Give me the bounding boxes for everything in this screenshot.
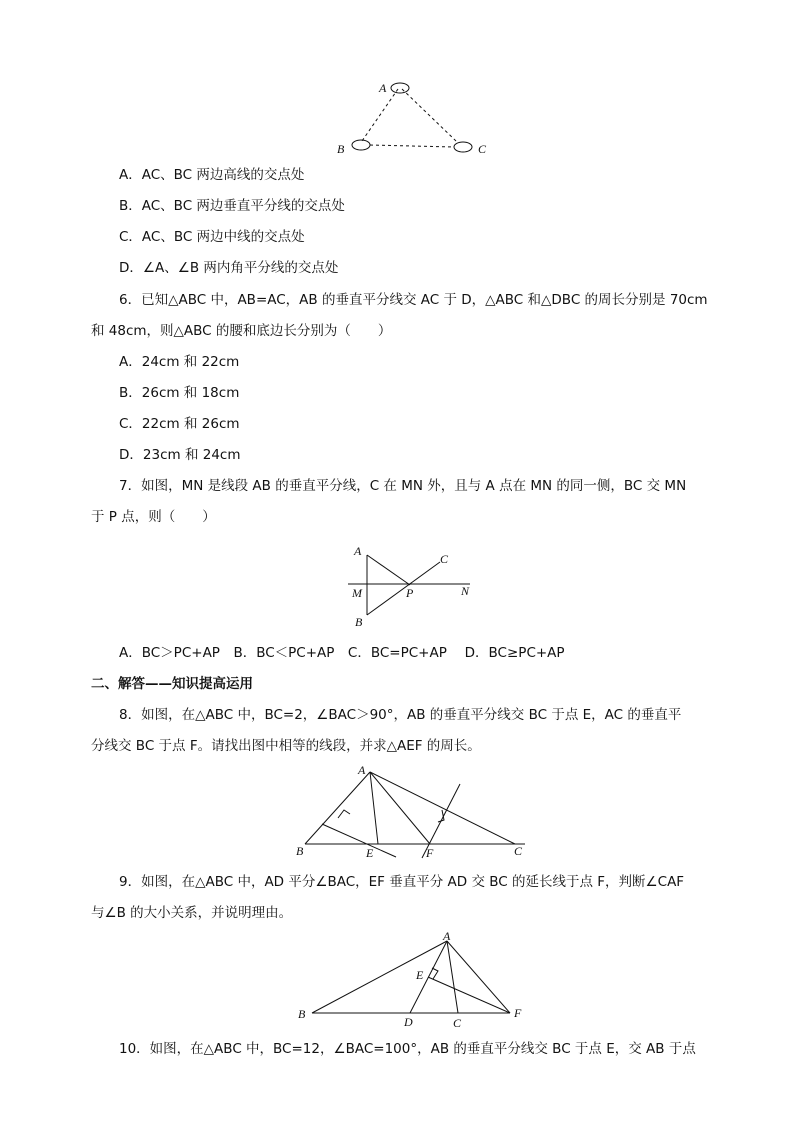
q8-stem-line2: 分线交 BC 于点 F。请找出图中相等的线段，并求△AEF 的周长。 <box>91 738 481 754</box>
figure-triangle-bisectors <box>290 760 530 865</box>
q10-stem-line1: 10．如图，在△ABC 中，BC=12，∠BAC=100°，AB 的垂直平分线交 BC 于点 E，交 AB 于点 <box>119 1041 696 1057</box>
fig4-label-a: A <box>443 929 451 943</box>
q9-stem-line2: 与∠B 的大小关系，并说明理由。 <box>91 905 293 921</box>
fig2-label-n: N <box>461 584 470 598</box>
fig2-label-c: C <box>440 552 449 566</box>
fig4-label-f: F <box>514 1006 522 1020</box>
fig1-label-a: A <box>379 81 387 95</box>
fig2-label-p: P <box>406 586 414 600</box>
fig4-label-c: C <box>453 1016 462 1030</box>
q7-stem-line1: 7．如图，MN 是线段 AB 的垂直平分线，C 在 MN 外，且与 A 点在 MN 的同一侧，BC 交 MN <box>119 478 687 494</box>
q7-stem-line2: 于 P 点，则（ ） <box>91 509 216 525</box>
fig2-label-m: M <box>352 586 362 600</box>
fig3-label-f: F <box>426 846 434 860</box>
fig4-label-b: B <box>298 1007 306 1021</box>
q6-stem-line1: 6．已知△ABC 中，AB=AC，AB 的垂直平分线交 AC 于 D，△ABC 和△DBC 的周长分别是 70cm <box>119 292 708 308</box>
q5-option-c: C．AC、BC 两边中线的交点处 <box>119 229 305 245</box>
fig1-label-c: C <box>478 142 487 156</box>
q8-stem-line1: 8．如图，在△ABC 中，BC=2，∠BAC＞90°，AB 的垂直平分线交 BC 于点 E，AC 的垂直平 <box>119 707 682 723</box>
q5-option-a: A．AC、BC 两边高线的交点处 <box>119 167 305 183</box>
fig4-label-e: E <box>416 968 424 982</box>
q6-option-d: D．23cm 和 24cm <box>119 447 241 463</box>
fig2-label-b: B <box>355 615 363 629</box>
q6-option-b: B．26cm 和 18cm <box>119 385 240 401</box>
q9-stem-line1: 9．如图，在△ABC 中，AD 平分∠BAC，EF 垂直平分 AD 交 BC 的延长线于点 F，判断∠CAF <box>119 874 685 890</box>
q5-option-d: D．∠A、∠B 两内角平分线的交点处 <box>119 260 339 276</box>
q6-option-a: A．24cm 和 22cm <box>119 354 240 370</box>
fig2-label-a: A <box>354 544 362 558</box>
fig4-label-d: D <box>404 1015 413 1029</box>
fig1-label-b: B <box>337 142 345 156</box>
figure-triangle-ellipses <box>330 75 500 165</box>
q6-stem-line2: 和 48cm，则△ABC 的腰和底边长分别为（ ） <box>91 323 392 339</box>
figure-angle-bisector <box>290 927 530 1032</box>
figure-perpendicular-bisector <box>340 545 490 635</box>
q7-options: A．BC＞PC+AP B．BC＜PC+AP C．BC=PC+AP D．BC≥PC+AP <box>119 645 565 661</box>
q5-option-b: B．AC、BC 两边垂直平分线的交点处 <box>119 198 345 214</box>
q6-option-c: C．22cm 和 26cm <box>119 416 240 432</box>
fig3-label-c: C <box>514 844 523 858</box>
fig3-label-e: E <box>366 846 374 860</box>
fig3-label-b: B <box>296 844 304 858</box>
fig3-label-a: A <box>358 763 366 777</box>
section-heading: 二、解答——知识提高运用 <box>91 676 253 692</box>
